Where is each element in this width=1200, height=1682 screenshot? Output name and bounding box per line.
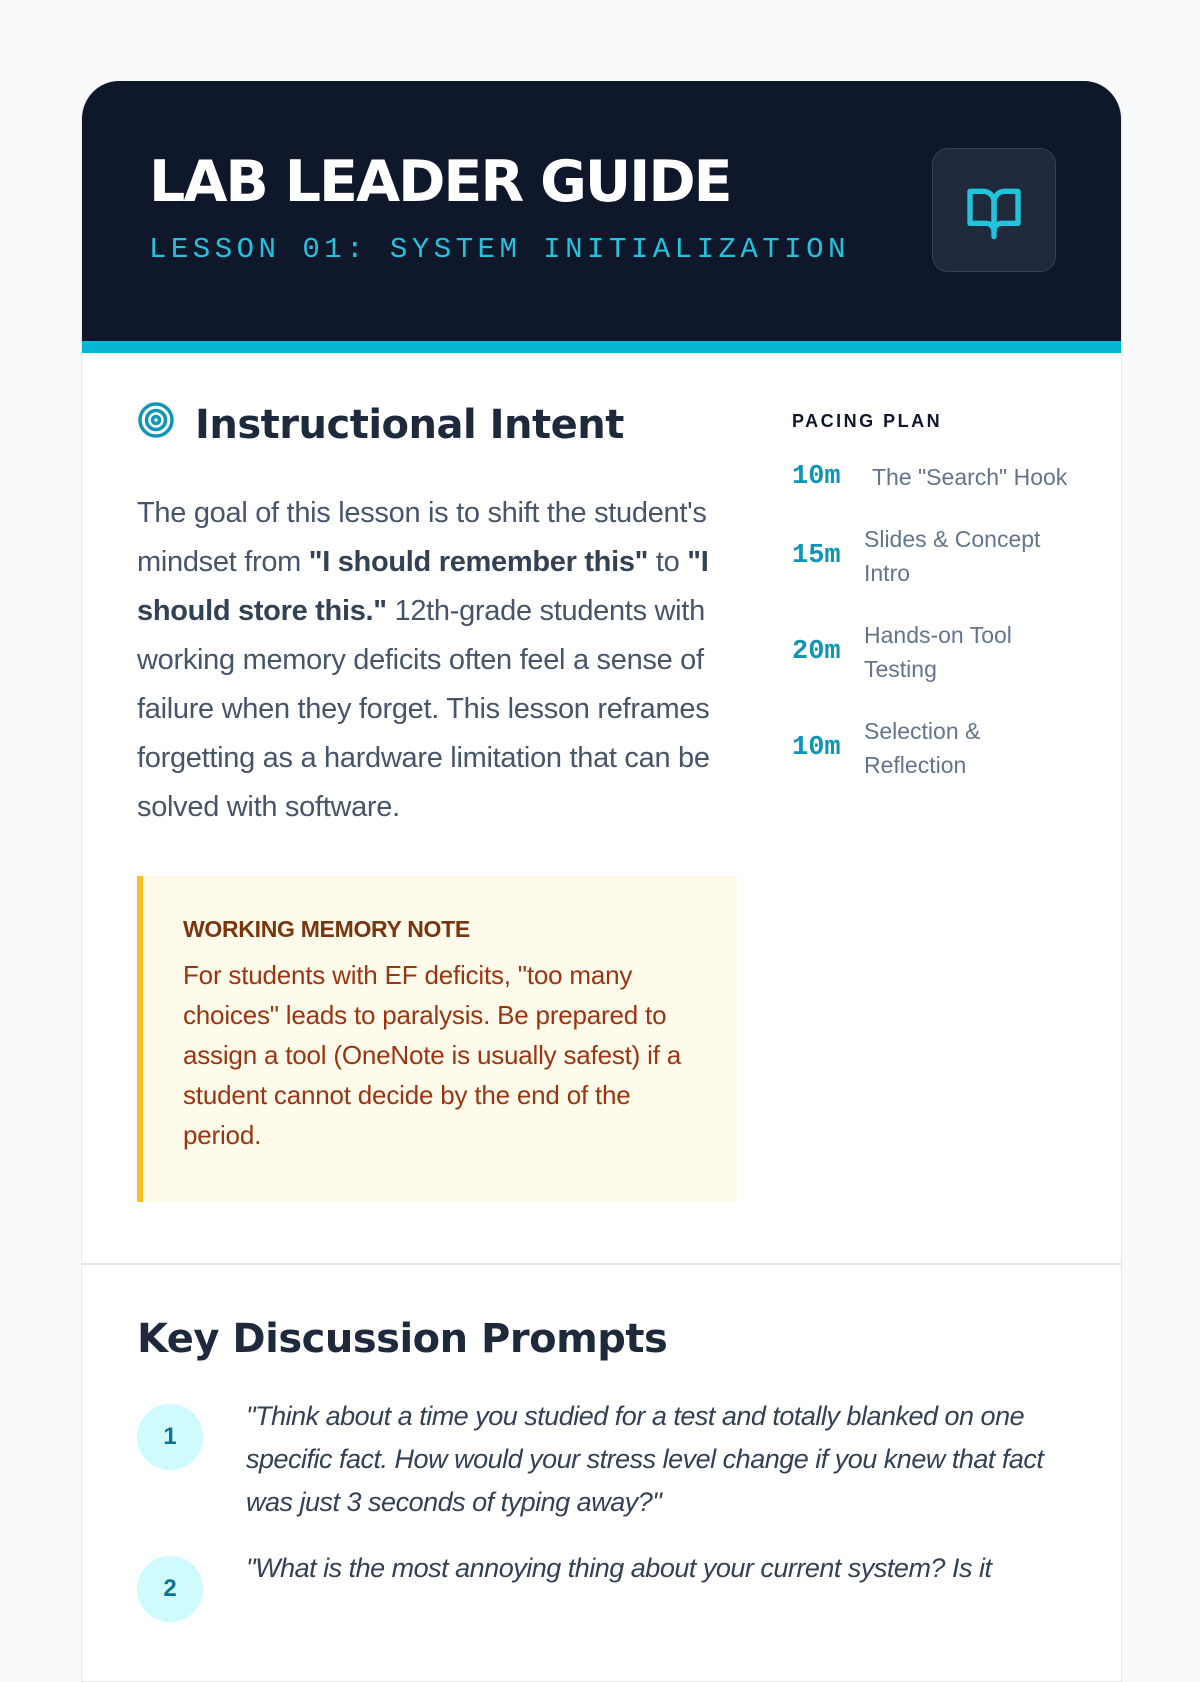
target-icon bbox=[137, 401, 175, 449]
prompt-item bbox=[137, 1553, 1057, 1622]
intent-paragraph bbox=[137, 489, 737, 832]
pacing-plan bbox=[792, 411, 1092, 782]
pacing-label: The "Search" Hook bbox=[872, 464, 1068, 490]
section-divider bbox=[82, 1263, 1121, 1265]
note-text: For students with EF deficits, "too many choices" leads to paralysis. Be prepared to assign a tool (OneNote is usually safest) if a student cannot decide by the end of the period. bbox=[183, 960, 682, 1150]
prompt-text: "What is the most annoying thing about your current system? Is it bbox=[246, 1553, 992, 1583]
page-title: LAB LEADER GUIDE bbox=[149, 149, 731, 215]
instructional-intent-section bbox=[137, 401, 737, 1202]
pacing-item bbox=[792, 714, 1092, 782]
guide-card bbox=[81, 81, 1122, 1682]
guide-header bbox=[82, 81, 1121, 353]
prompt-number: 2 bbox=[137, 1556, 203, 1622]
pacing-label: Selection & Reflection bbox=[864, 718, 981, 778]
paragraph-emphasis: "I should store this." bbox=[137, 546, 709, 627]
pacing-time: 10m bbox=[792, 462, 841, 492]
section-heading bbox=[137, 401, 737, 449]
prompt-number: 1 bbox=[137, 1404, 203, 1470]
discussion-prompts-section bbox=[137, 1316, 1057, 1622]
paragraph-emphasis: "I should remember this" bbox=[308, 546, 649, 578]
paragraph-text: to bbox=[648, 546, 688, 578]
pacing-title: PACING PLAN bbox=[792, 411, 943, 431]
pacing-time: 15m bbox=[792, 541, 841, 571]
pacing-time: 20m bbox=[792, 637, 841, 667]
prompt-text: "Think about a time you studied for a test and totally blanked on one specific fact. How would your stress level change if you knew that fact was just 3 seconds of typing away?" bbox=[246, 1401, 1044, 1517]
note-title: WORKING MEMORY NOTE bbox=[183, 916, 470, 942]
pacing-item bbox=[792, 618, 1092, 686]
paragraph-text: 12th-grade students with working memory deficits often feel a sense of failure when they forget. This lesson reframes forgetting as a hardware limitation that can be solved with software. bbox=[137, 595, 710, 823]
lesson-subtitle: LESSON 01: SYSTEM INITIALIZATION bbox=[149, 233, 850, 266]
section-heading-text: Instructional Intent bbox=[195, 402, 624, 448]
pacing-label: Slides & Concept Intro bbox=[864, 526, 1041, 586]
prompts-heading: Key Discussion Prompts bbox=[137, 1316, 668, 1362]
pacing-time: 10m bbox=[792, 733, 841, 763]
paragraph-text: The goal of this lesson is to shift the student's mindset from bbox=[137, 497, 707, 578]
book-open-icon bbox=[932, 148, 1056, 272]
prompt-item bbox=[137, 1401, 1057, 1524]
pacing-label: Hands-on Tool Testing bbox=[864, 622, 1012, 682]
working-memory-note bbox=[137, 876, 737, 1202]
pacing-item bbox=[792, 522, 1092, 590]
pacing-item bbox=[792, 460, 1092, 494]
